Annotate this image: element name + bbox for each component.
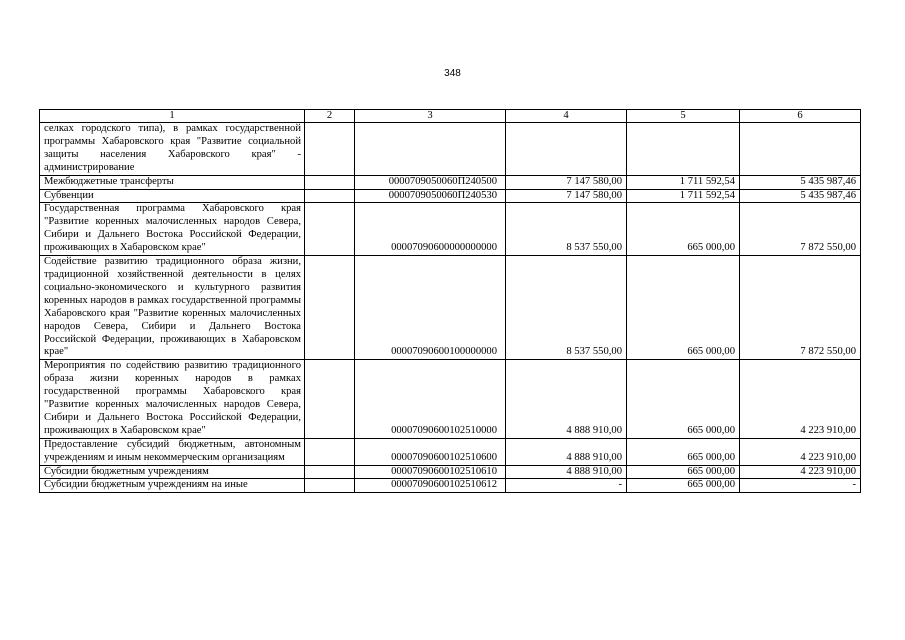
row-name: Субвенции [40,189,305,203]
row-name: Мероприятия по содействию развитию традиционного образа жизни коренных народов в рамках государственной программы Хабаровского края "Развитие коренных малочисленных народов Севера, Сибири и Дальнего Востока Российской Федерации, проживающих в Хабаровском крае" [40,360,305,438]
row-col2 [305,189,355,203]
row-value-4: 4 888 910,00 [506,438,627,465]
row-value-4: 8 537 550,00 [506,203,627,256]
budget-table [39,109,861,493]
row-col2 [305,465,355,479]
row-code: 00007090600102510000 [355,360,506,438]
row-value-6: 4 223 910,00 [740,465,861,479]
row-code: 00007090600102510600 [355,438,506,465]
row-value-4: 4 888 910,00 [506,465,627,479]
table-row [40,479,861,493]
row-value-6: 4 223 910,00 [740,438,861,465]
table-row [40,189,861,203]
row-value-5: 665 000,00 [627,465,740,479]
row-code: 00007090600000000000 [355,203,506,256]
row-col2 [305,123,355,176]
row-code: 00007090600102510610 [355,465,506,479]
table-row [40,465,861,479]
row-value-4: 4 888 910,00 [506,360,627,438]
row-code: 0000709050060П240530 [355,189,506,203]
column-header-5: 5 [627,110,740,123]
row-value-4: 7 147 580,00 [506,189,627,203]
table-row [40,123,861,176]
page-number: 348 [444,68,461,79]
row-value-6: 5 435 987,46 [740,189,861,203]
row-col2 [305,438,355,465]
row-value-6: 5 435 987,46 [740,175,861,189]
row-value-6: - [740,479,861,493]
row-value-6: 7 872 550,00 [740,203,861,256]
row-value-4: - [506,479,627,493]
table-row [40,203,861,256]
row-value-6: 7 872 550,00 [740,256,861,360]
row-value-5: 1 711 592,54 [627,189,740,203]
row-code: 00007090600100000000 [355,256,506,360]
row-value-5: 665 000,00 [627,479,740,493]
row-name: Субсидии бюджетным учреждениям [40,465,305,479]
table-row [40,175,861,189]
row-col2 [305,360,355,438]
row-value-5: 665 000,00 [627,256,740,360]
table-row [40,256,861,360]
table-row [40,438,861,465]
row-value-5: 665 000,00 [627,203,740,256]
row-code: 0000709050060П240500 [355,175,506,189]
row-code: 00007090600102510612 [355,479,506,493]
row-value-5: 1 711 592,54 [627,175,740,189]
row-name: Межбюджетные трансферты [40,175,305,189]
column-header-4: 4 [506,110,627,123]
row-name: Содействие развитию традиционного образа жизни, традиционной хозяйственной деятельности в целях социально-экономического и культурного развития коренных народов в рамках государственной программы Хабаровского края "Развитие коренных малочисленных народов Севера, Сибири и Дальнего Востока Российской Федерации, проживающих в Хабаровском крае" [40,256,305,360]
row-value-4 [506,123,627,176]
column-header-6: 6 [740,110,861,123]
header-row [40,110,861,123]
row-value-5 [627,123,740,176]
row-name: селках городского типа), в рамках государственной программы Хабаровского края "Развитие социальной защиты населения Хабаровского края" - администрирование [40,123,305,176]
row-col2 [305,256,355,360]
row-col2 [305,203,355,256]
row-value-6 [740,123,861,176]
row-name: Государственная программа Хабаровского края "Развитие коренных малочисленных народов Севера, Сибири и Дальнего Востока Российской Федерации, проживающих в Хабаровском крае" [40,203,305,256]
column-header-2: 2 [305,110,355,123]
row-value-5: 665 000,00 [627,438,740,465]
row-name: Предоставление субсидий бюджетным, автономным учреждениям и иным некоммерческим организациям [40,438,305,465]
row-value-4: 7 147 580,00 [506,175,627,189]
row-value-5: 665 000,00 [627,360,740,438]
row-col2 [305,175,355,189]
table-row [40,360,861,438]
row-value-6: 4 223 910,00 [740,360,861,438]
row-value-4: 8 537 550,00 [506,256,627,360]
row-col2 [305,479,355,493]
column-header-3: 3 [355,110,506,123]
row-code [355,123,506,176]
row-name: Субсидии бюджетным учреждениям на иные [40,479,305,493]
column-header-1: 1 [40,110,305,123]
